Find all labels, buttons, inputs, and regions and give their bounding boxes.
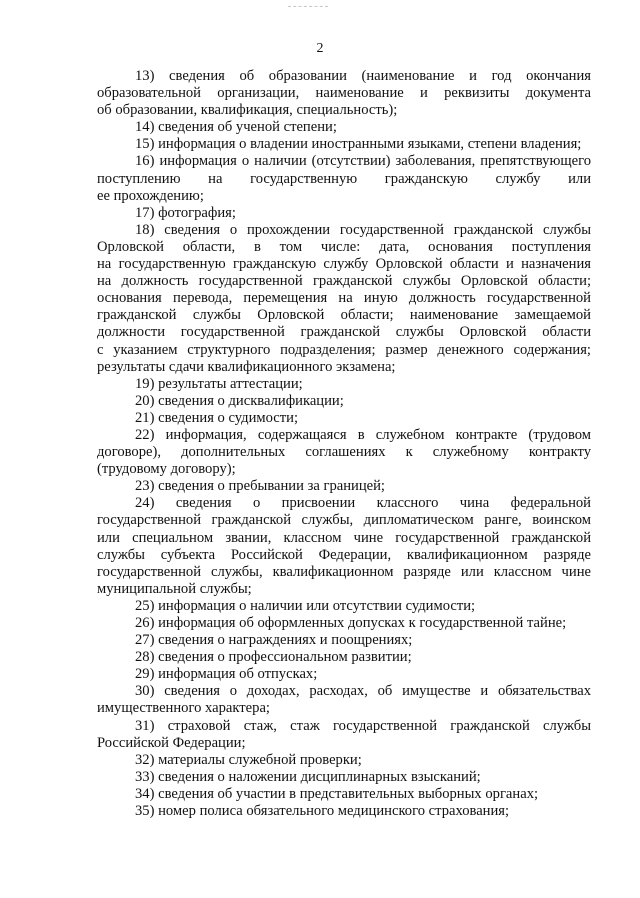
text-line: результаты сдачи квалификационного экзамена;: [97, 358, 396, 375]
text-line: Орловской области, в том числе: дата, основания поступления: [97, 238, 591, 255]
text-line: 14) сведения об ученой степени;: [135, 119, 337, 136]
text-line: 26) информация об оформленных допусках к государственной тайне;: [135, 615, 567, 631]
text-line: 13) сведения об образовании (наименование и год окончания: [135, 68, 591, 84]
text-line: (трудовому договору);: [97, 461, 236, 478]
list-body: [97, 68, 591, 820]
list-item: [97, 119, 591, 136]
text-line: службы субъекта Российской Федерации, квалификационном разряде: [97, 546, 591, 563]
text-line: поступлению на государственную гражданскую службу или: [97, 170, 591, 187]
text-line: 21) сведения о судимости;: [135, 409, 299, 426]
text-line: Российской Федерации;: [97, 734, 246, 751]
text-line: 17) фотография;: [135, 204, 236, 221]
list-item: [97, 136, 591, 153]
list-item: [97, 632, 591, 649]
text-line: 16) информация о наличии (отсутствии) заболевания, препятствующего: [135, 153, 591, 170]
text-line: 19) результаты аттестации;: [135, 375, 303, 392]
text-line: государственной гражданской службы, дипломатическом ранге, воинском: [97, 512, 591, 529]
text-line: 30) сведения о доходах, расходах, об имуществе и обязательствах: [135, 683, 591, 700]
text-line: 25) информация о наличии или отсутствии судимости;: [135, 597, 476, 614]
text-line: на должность государственной гражданской службы Орловской области;: [97, 273, 591, 290]
list-item: [97, 205, 591, 222]
text-line: ее прохождению;: [97, 187, 204, 204]
list-item: [97, 752, 591, 769]
page-number: 2: [316, 41, 324, 56]
text-line: гражданской службы Орловской области; наименование замещаемой: [97, 307, 591, 324]
list-item: [97, 786, 591, 803]
list-item: [97, 649, 591, 666]
list-item: [97, 803, 591, 820]
text-line: 18) сведения о прохождении государственной гражданской службы: [135, 221, 591, 238]
list-item: [97, 666, 591, 683]
list-item: [97, 427, 591, 478]
text-line: 32) материалы служебной проверки;: [135, 751, 362, 768]
text-line: 33) сведения о наложении дисциплинарных взысканий;: [135, 768, 481, 785]
text-line: 29) информация об отпусках;: [135, 666, 318, 683]
text-line: об образовании, квалификация, специальность);: [97, 102, 398, 119]
text-line: на государственную гражданскую службу Орловской области и назначения: [97, 256, 591, 273]
text-line: 34) сведения об участии в представительных выборных органах;: [135, 785, 539, 802]
list-item: [97, 598, 591, 615]
text-line: 35) номер полиса обязательного медицинского страхования;: [135, 803, 510, 820]
text-line: с указанием структурного подразделения; размер денежного содержания;: [97, 341, 591, 358]
text-line: государственной службы, квалификационном разряде или классном чине: [97, 563, 591, 580]
text-line: 27) сведения о награждениях и поощрениях;: [135, 632, 413, 649]
list-item: [97, 478, 591, 495]
text-line: 24) сведения о присвоении классного чина федеральной: [135, 495, 591, 512]
list-item: [97, 393, 591, 410]
list-item: [97, 376, 591, 393]
text-line: 23) сведения о пребывании за границей;: [135, 478, 385, 495]
list-item: [97, 153, 591, 204]
list-item: [97, 410, 591, 427]
text-line: имущественного характера;: [97, 700, 270, 717]
list-item: [97, 683, 591, 717]
list-item: [97, 718, 591, 752]
text-line: основания перевода, перемещения на иную должность государственной: [97, 290, 591, 307]
text-line: или специальном звании, классном чине государственной гражданской: [97, 529, 591, 546]
text-line: договоре), дополнительных соглашениях к служебному контракту: [97, 444, 591, 461]
list-item: [97, 222, 591, 376]
scan-artifact: [288, 6, 328, 9]
text-line: 22) информация, содержащаяся в служебном контракте (трудовом: [135, 426, 591, 443]
list-item: [97, 769, 591, 786]
text-line: 20) сведения о дисквалификации;: [135, 392, 344, 409]
list-item: [97, 68, 591, 119]
text-line: 15) информация о владении иностранными языками, степени владения;: [135, 136, 582, 153]
list-item: [97, 615, 591, 632]
text-line: образовательной организации, наименование и реквизиты документа: [97, 85, 591, 102]
text-line: 28) сведения о профессиональном развитии;: [135, 649, 412, 666]
text-line: муниципальной службы;: [97, 580, 252, 597]
text-line: должности государственной гражданской службы Орловской области: [97, 324, 591, 341]
list-item: [97, 495, 591, 598]
text-line: 31) страховой стаж, стаж государственной гражданской службы: [135, 717, 591, 734]
